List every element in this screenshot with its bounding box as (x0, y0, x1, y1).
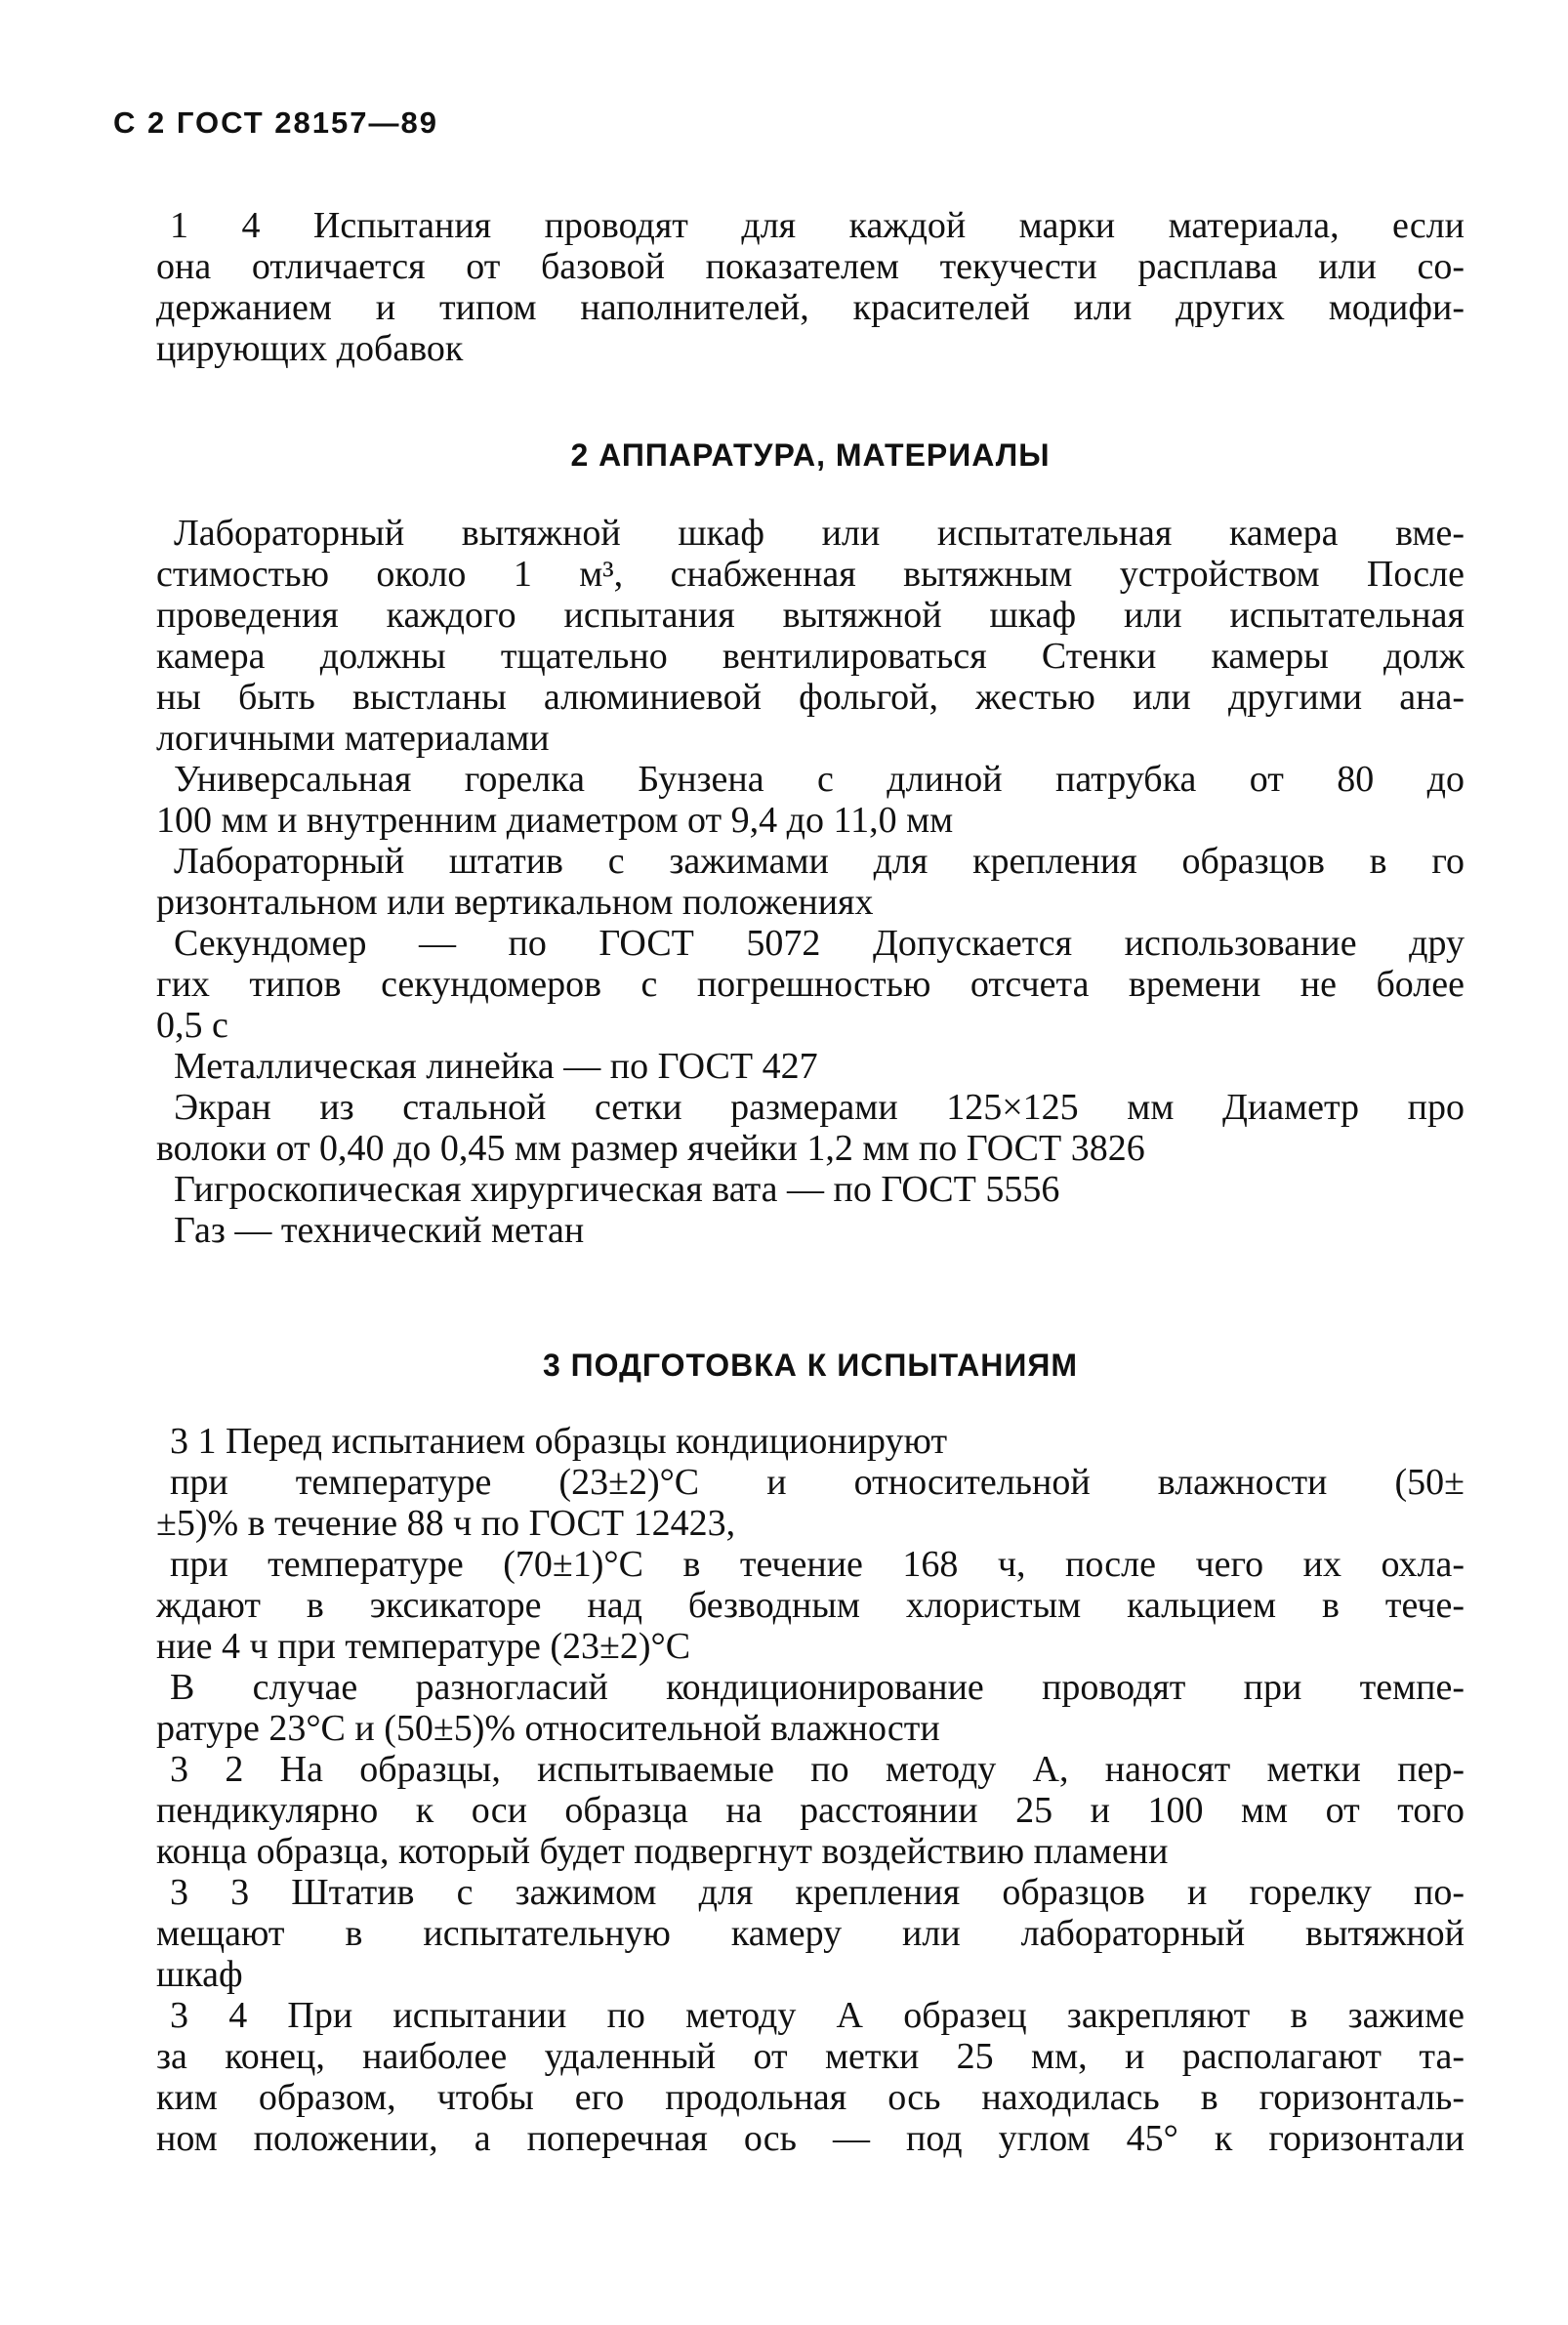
text-line: 3 3 Штатив с зажимом для крепления образцов и горелку по- (170, 1872, 1465, 1913)
text-line: стимостью около 1 м³, снабженная вытяжным устройством После (156, 554, 1465, 595)
text-line: логичными материалами (156, 718, 550, 759)
text-line: Гигроскопическая хирургическая вата — по ГОСТ 5556 (174, 1169, 1060, 1210)
text-line: Металлическая линейка — по ГОСТ 427 (174, 1046, 818, 1087)
section-3-body (156, 1421, 1465, 2159)
text-line: пендикулярно к оси образца на расстоянии 25 и 100 мм от того (156, 1790, 1465, 1831)
text-line: цирующих добавок (156, 328, 464, 369)
text-line: при температуре (23±2)°С и относительной влажности (50± (170, 1462, 1465, 1503)
text-line: Газ — технический метан (174, 1210, 585, 1251)
text-line: ны быть выстланы алюминиевой фольгой, жестью или другими ана- (156, 677, 1465, 718)
text-line: проведения каждого испытания вытяжной шкаф или испытательная (156, 595, 1465, 636)
text-line: 100 мм и внутренним диаметром от 9,4 до 11,0 мм (156, 800, 954, 841)
text-line: Экран из стальной сетки размерами 125×125 мм Диаметр про (174, 1087, 1465, 1128)
text-line: за конец, наиболее удаленный от метки 25 мм, и располагают та- (156, 2036, 1465, 2077)
text-line: 1 4 Испытания проводят для каждой марки материала, если (170, 205, 1465, 246)
text-line: 0,5 с (156, 1005, 228, 1046)
text-line: ние 4 ч при температуре (23±2)°С (156, 1626, 691, 1667)
text-line: камера должны тщательно вентилироваться Стенки камеры долж (156, 636, 1465, 677)
text-line: ±5)% в течение 88 ч по ГОСТ 12423, (156, 1503, 736, 1544)
text-line: мещают в испытательную камеру или лабораторный вытяжной (156, 1913, 1465, 1954)
text-line: ждают в эксикаторе над безводным хлористым кальцием в тече- (156, 1585, 1465, 1626)
text-line: В случае разногласий кондиционирование проводят при темпе- (170, 1667, 1465, 1708)
text-line: ном положении, а поперечная ось — под углом 45° к горизонтали (156, 2118, 1465, 2159)
text-line: Секундомер — по ГОСТ 5072 Допускается использование дру (174, 923, 1465, 964)
text-line: 3 2 На образцы, испытываемые по методу А, наносят метки пер- (170, 1749, 1465, 1790)
text-line: шкаф (156, 1954, 243, 1995)
text-line: держанием и типом наполнителей, красителей или других модифи- (156, 287, 1465, 328)
text-line: Лабораторный штатив с зажимами для крепления образцов в го (174, 841, 1465, 882)
section-2-title: 2 АППАРАТУРА, МАТЕРИАЛЫ (570, 437, 1051, 473)
section-3-title: 3 ПОДГОТОВКА К ИСПЫТАНИЯМ (542, 1348, 1079, 1383)
section-2-body (156, 513, 1465, 1251)
text-line: Универсальная горелка Бунзена с длиной патрубка от 80 до (174, 759, 1465, 800)
text-line: ратуре 23°С и (50±5)% относительной влажности (156, 1708, 940, 1749)
text-line: ризонтальном или вертикальном положениях (156, 882, 874, 923)
paragraph-1-4 (156, 205, 1465, 369)
text-line: 3 1 Перед испытанием образцы кондиционируют (170, 1421, 948, 1462)
text-line: волоки от 0,40 до 0,45 мм размер ячейки 1,2 мм по ГОСТ 3826 (156, 1128, 1145, 1169)
text-line: при температуре (70±1)°С в течение 168 ч, после чего их охла- (170, 1544, 1465, 1585)
page-header: С 2 ГОСТ 28157—89 (113, 105, 438, 140)
text-line: гих типов секундомеров с погрешностью отсчета времени не более (156, 964, 1465, 1005)
text-line: Лабораторный вытяжной шкаф или испытательная камера вме- (174, 513, 1465, 554)
text-line: 3 4 При испытании по методу А образец закрепляют в зажиме (170, 1995, 1465, 2036)
text-line: она отличается от базовой показателем текучести расплава или со- (156, 246, 1465, 287)
text-line: ким образом, чтобы его продольная ось находилась в горизонталь- (156, 2077, 1465, 2118)
text-line: конца образца, который будет подвергнут воздействию пламени (156, 1831, 1169, 1872)
